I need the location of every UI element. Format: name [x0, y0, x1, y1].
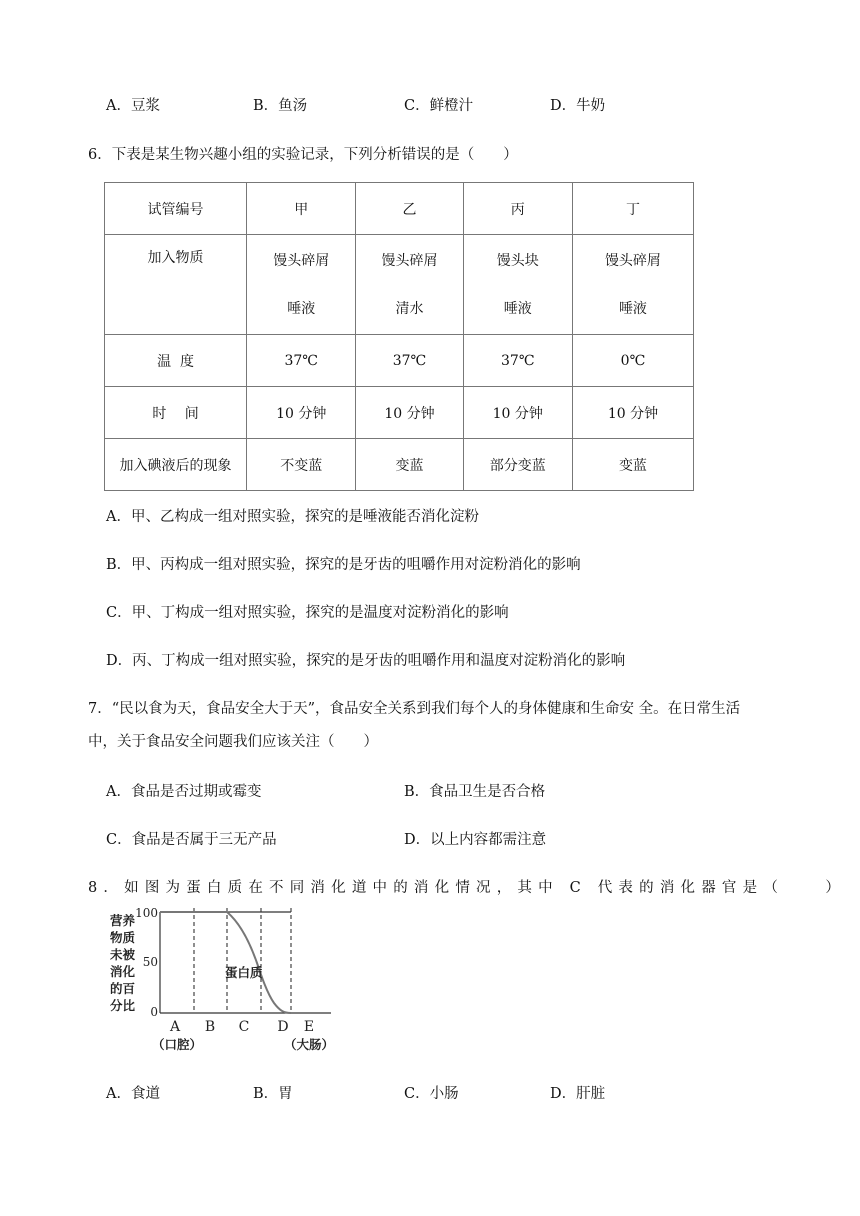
- q6-option-b[interactable]: B．甲、丙构成一组对照实验，探究的是牙齿的咀嚼作用对淀粉消化的影响: [106, 557, 581, 573]
- q8-option-a[interactable]: A．食道: [106, 1086, 160, 1102]
- table-cell-line: 清水: [395, 300, 424, 317]
- table-cell: 10 分钟: [356, 387, 463, 439]
- table-cell: 部分变蓝: [463, 439, 572, 491]
- table-cell: 37℃: [463, 335, 572, 387]
- table-row-label: 时 间: [105, 387, 247, 439]
- table-row-label: 加入碘液后的现象: [105, 439, 247, 491]
- table-header-cell: 丙: [463, 183, 572, 235]
- table-header-cell: 甲: [247, 183, 356, 235]
- table-cell: 10 分钟: [463, 387, 572, 439]
- table-cell: [572, 235, 693, 335]
- q8-option-c[interactable]: C．小肠: [404, 1086, 459, 1102]
- y-axis-label-line: 分比: [110, 998, 136, 1013]
- q8-stem: 8．如图为蛋白质在不同消化道中的消化情况，其中 C 代表的消化器官是（ ）: [88, 880, 847, 896]
- y-tick-label: 0: [150, 1005, 158, 1019]
- q7-stem-line2: 中，关于食品安全问题我们应该关注（ ）: [88, 734, 378, 750]
- table-cell: 37℃: [247, 335, 356, 387]
- q7-stem-line1: 7．“民以食为天，食品安全大于天”，食品安全关系到我们每个人的身体健康和生命安 全。在日常生活: [88, 701, 741, 717]
- table-row-label: 加入物质: [105, 235, 247, 335]
- table-cell-line: 唾液: [503, 300, 532, 317]
- table-cell-line: 唾液: [618, 300, 647, 317]
- table-cell-line: 馒头碎屑: [381, 252, 438, 269]
- table-cell: 10 分钟: [572, 387, 693, 439]
- q7-option-b[interactable]: B．食品卫生是否合格: [404, 784, 546, 800]
- q6-option-d[interactable]: D．丙、丁构成一组对照实验，探究的是牙齿的咀嚼作用和温度对淀粉消化的影响: [106, 653, 626, 669]
- table-cell: [356, 235, 463, 335]
- experiment-table: [104, 182, 694, 491]
- q6-option-a[interactable]: A．甲、乙构成一组对照实验，探究的是唾液能否消化淀粉: [106, 509, 479, 525]
- protein-digestion-chart: [102, 903, 342, 1053]
- q6-stem: 6．下表是某生物兴趣小组的实验记录，下列分析错误的是（ ）: [88, 147, 518, 163]
- table-cell: 37℃: [356, 335, 463, 387]
- table-row: [105, 335, 694, 387]
- y-axis-label: [110, 913, 136, 1013]
- y-axis-label-line: 未被: [110, 947, 136, 962]
- chart-series-line: [160, 912, 291, 1013]
- table-cell-line: 馒头碎屑: [604, 252, 661, 269]
- series-label: 蛋白质: [225, 965, 263, 980]
- table-cell-line: 唾液: [287, 300, 316, 317]
- table-cell: 0℃: [572, 335, 693, 387]
- table-row-label: 温 度: [105, 335, 247, 387]
- table-row: [105, 235, 694, 335]
- y-axis-label-line: 营养: [110, 913, 136, 928]
- q5-option-c[interactable]: C．鲜橙汁: [404, 98, 474, 114]
- table-cell: [463, 235, 572, 335]
- table-cell: 变蓝: [356, 439, 463, 491]
- table-header-cell: 丁: [572, 183, 693, 235]
- q5-option-a[interactable]: A．豆浆: [106, 98, 160, 114]
- q5-option-d[interactable]: D．牛奶: [550, 98, 606, 114]
- y-tick-label: 100: [135, 906, 158, 920]
- table-header-cell: 试管编号: [105, 183, 247, 235]
- x-tick-label: E: [303, 1019, 315, 1035]
- q5-option-b[interactable]: B．鱼汤: [253, 98, 308, 114]
- q7-option-a[interactable]: A．食品是否过期或霉变: [106, 784, 262, 800]
- x-tick-label: B: [204, 1019, 216, 1035]
- table-row: [105, 387, 694, 439]
- table-cell: 不变蓝: [247, 439, 356, 491]
- y-axis-label-line: 消化: [110, 964, 136, 979]
- y-axis-label-line: 物质: [110, 930, 136, 945]
- y-axis-label-line: 的百: [110, 981, 136, 996]
- table-cell: [247, 235, 356, 335]
- x-tick-label: C: [238, 1019, 250, 1035]
- y-tick-label: 50: [142, 955, 158, 969]
- table-cell: 10 分钟: [247, 387, 356, 439]
- q8-option-b[interactable]: B．胃: [253, 1086, 293, 1102]
- table-row: [105, 439, 694, 491]
- q7-option-d[interactable]: D．以上内容都需注意: [404, 832, 547, 848]
- region-note-label: （口腔）: [151, 1037, 203, 1052]
- q6-option-c[interactable]: C．甲、丁构成一组对照实验，探究的是温度对淀粉消化的影响: [106, 605, 509, 621]
- x-tick-label: D: [277, 1019, 289, 1035]
- region-note-label: （大肠）: [283, 1037, 335, 1052]
- q7-option-c[interactable]: C．食品是否属于三无产品: [106, 832, 277, 848]
- table-cell-line: 馒头碎屑: [273, 252, 330, 269]
- table-header-cell: 乙: [356, 183, 463, 235]
- q8-option-d[interactable]: D．肝脏: [550, 1086, 606, 1102]
- table-cell-line: 馒头块: [496, 252, 539, 269]
- table-row: [105, 183, 694, 235]
- x-tick-label: A: [169, 1019, 181, 1035]
- table-cell: 变蓝: [572, 439, 693, 491]
